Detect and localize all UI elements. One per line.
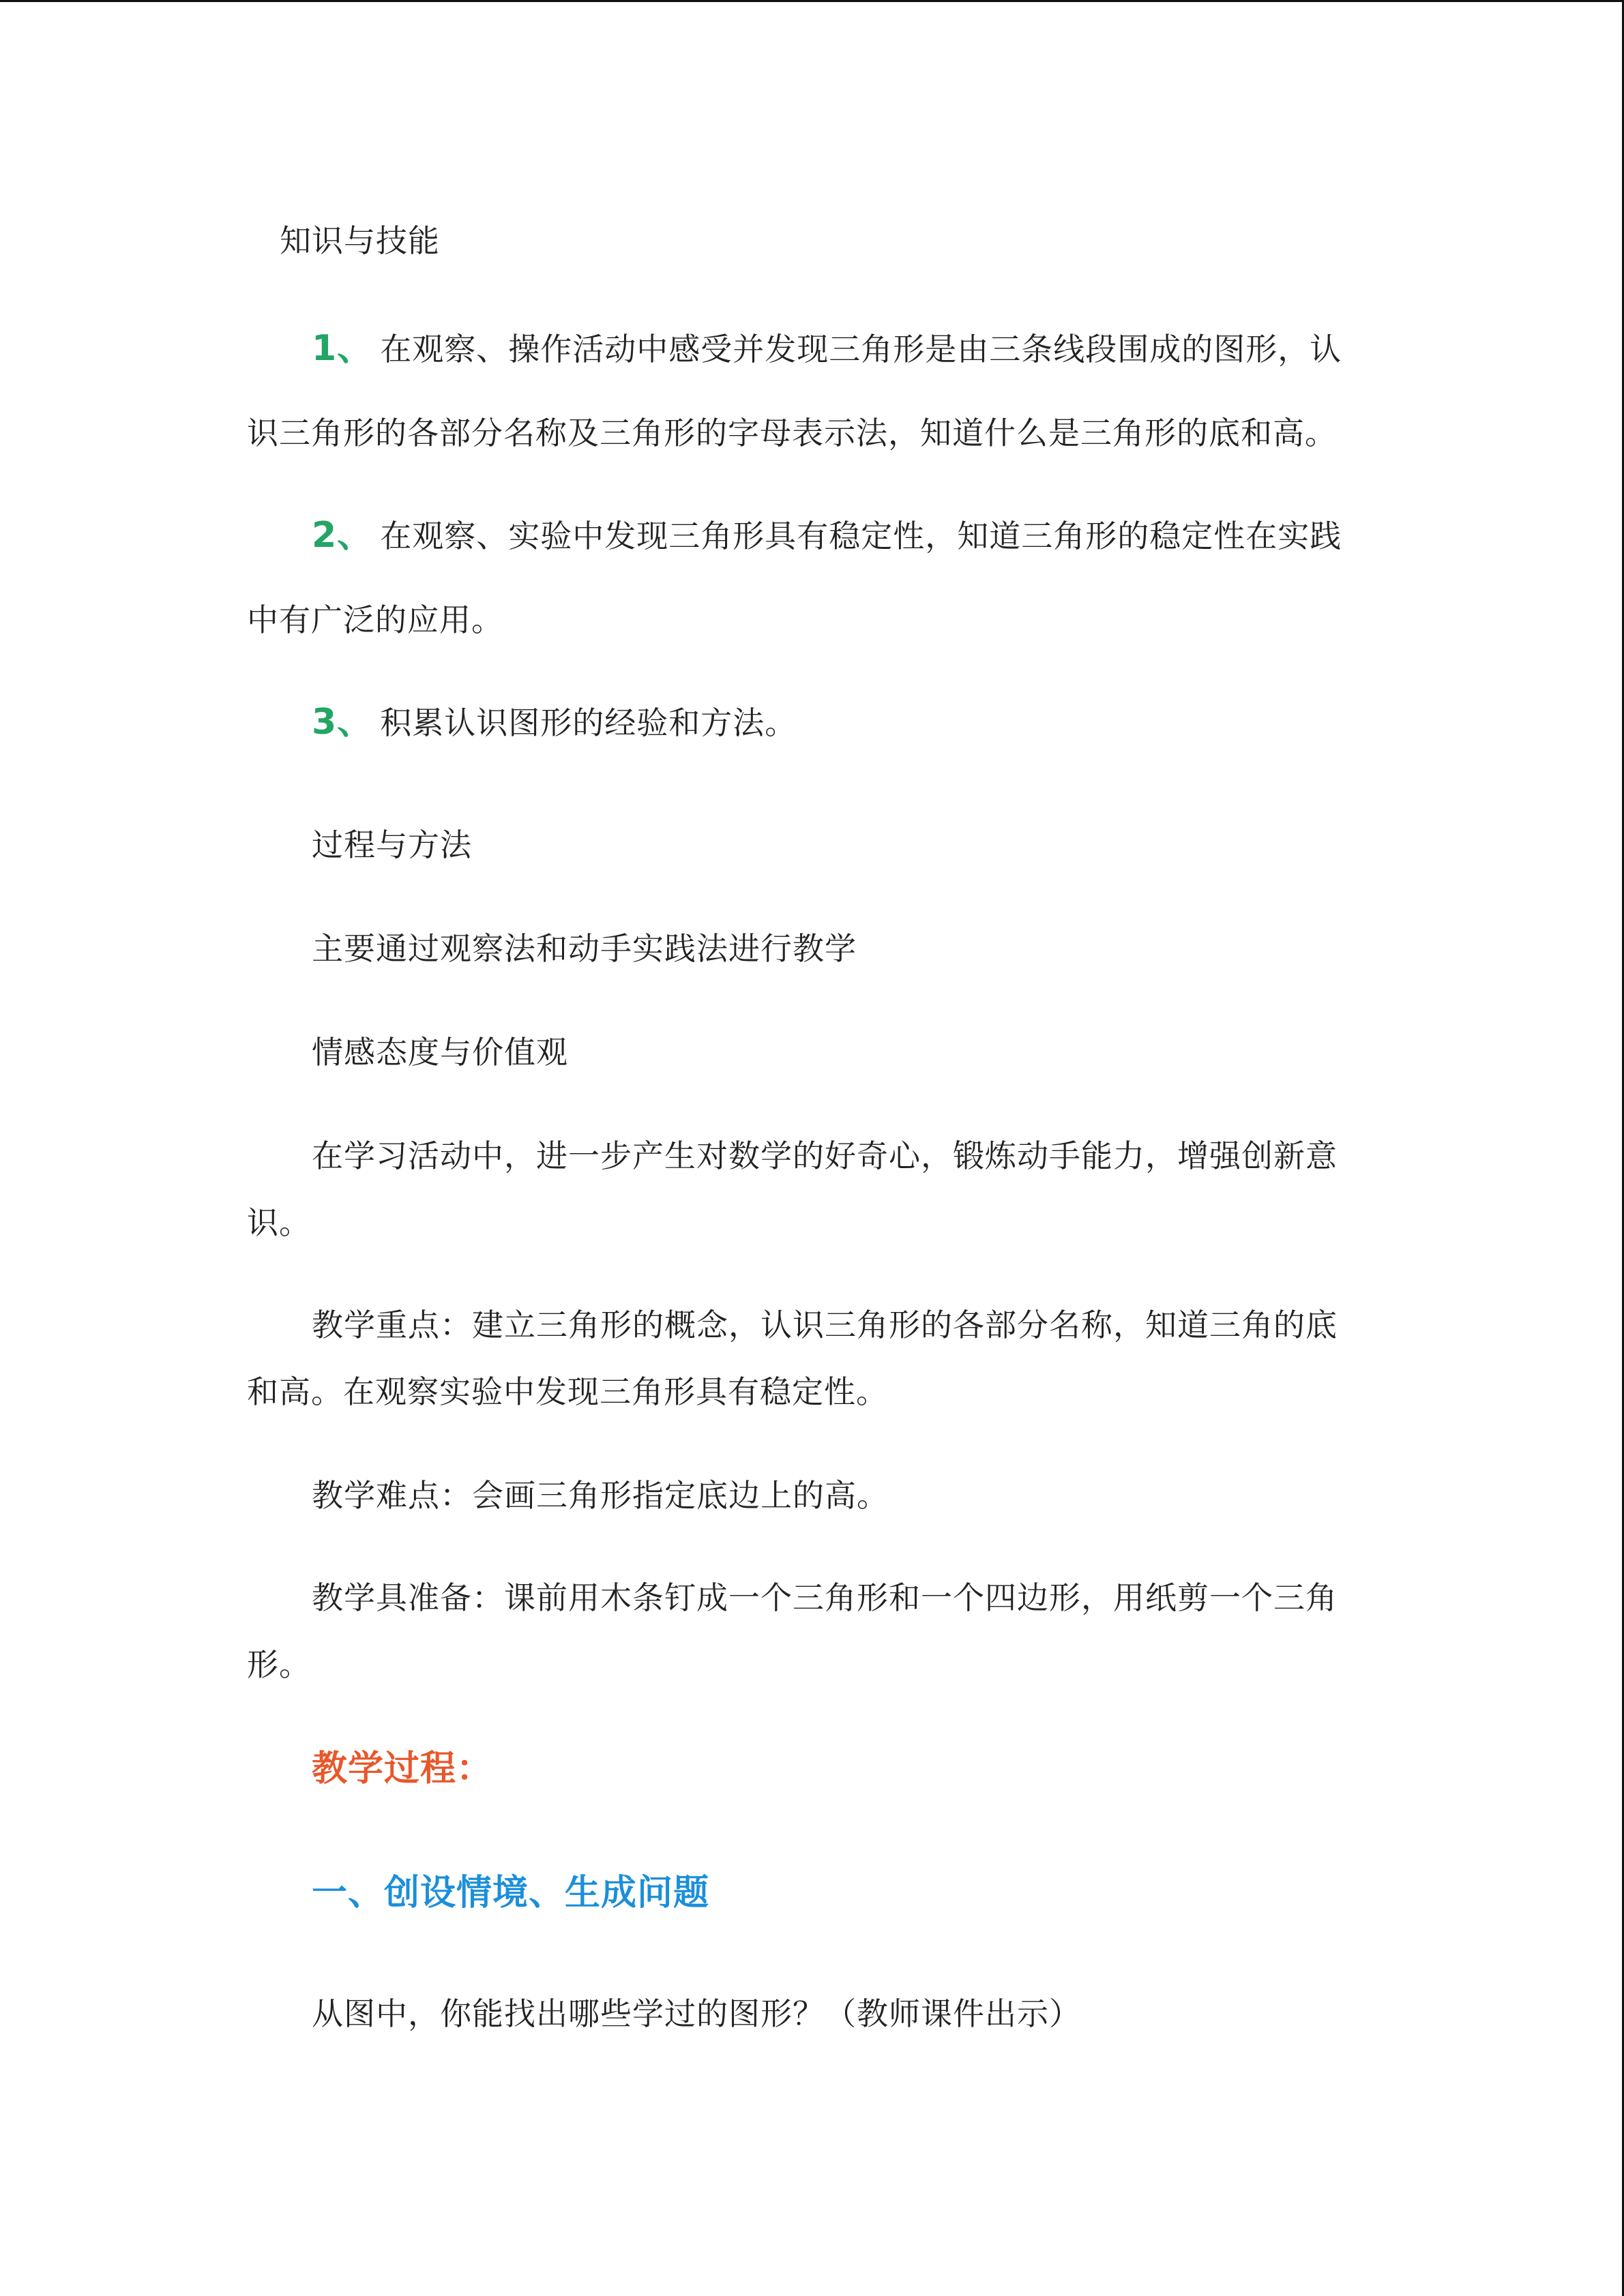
emotion-line-1: 在学习活动中，进一步产生对数学的好奇心，锻炼动手能力，增强创新意 [312,1137,1338,1174]
difficulty-point: 教学难点：会画三角形指定底边上的高。 [312,1477,889,1514]
objective-item-1-number: 1、 [312,328,374,369]
objective-item-3-number: 3、 [312,702,374,743]
section-knowledge-heading: 知识与技能 [280,222,440,259]
objective-item-2-number: 2、 [312,515,374,556]
objective-item-1-line-1 [312,328,1342,369]
objective-item-1-text: 在观察、操作活动中感受并发现三角形是由三条线段围成的图形，认 [380,331,1342,368]
section-process-heading: 过程与方法 [312,826,472,863]
objective-item-2-line-1 [312,515,1342,556]
preparation-line-2: 形。 [247,1646,311,1683]
objective-item-1-line-2: 识三角形的各部分名称及三角形的字母表示法，知道什么是三角形的底和高。 [247,415,1337,451]
key-point-line-1: 教学重点：建立三角形的概念，认识三角形的各部分名称，知道三角的底 [312,1307,1338,1343]
section-emotion-heading: 情感态度与价值观 [312,1034,568,1071]
objective-item-2-text: 在观察、实验中发现三角形具有稳定性，知道三角形的稳定性在实践 [380,518,1342,554]
objective-item-3-text: 积累认识图形的经验和方法。 [380,704,797,741]
top-border-line [0,0,1624,2]
objective-item-3 [312,702,797,743]
question-text: 从图中，你能找出哪些学过的图形？（教师课件出示） [312,1995,1081,2032]
emotion-line-2: 识。 [247,1204,311,1241]
key-point-line-2: 和高。在观察实验中发现三角形具有稳定性。 [247,1373,888,1410]
process-description: 主要通过观察法和动手实践法进行教学 [312,930,857,967]
teaching-process-heading: 教学过程： [312,1748,493,1789]
objective-item-2-line-2: 中有广泛的应用。 [247,601,503,638]
preparation-line-1: 教学具准备：课前用木条钉成一个三角形和一个四边形，用纸剪一个三角 [312,1579,1338,1616]
part-one-heading: 一、创设情境、生成问题 [312,1873,710,1913]
